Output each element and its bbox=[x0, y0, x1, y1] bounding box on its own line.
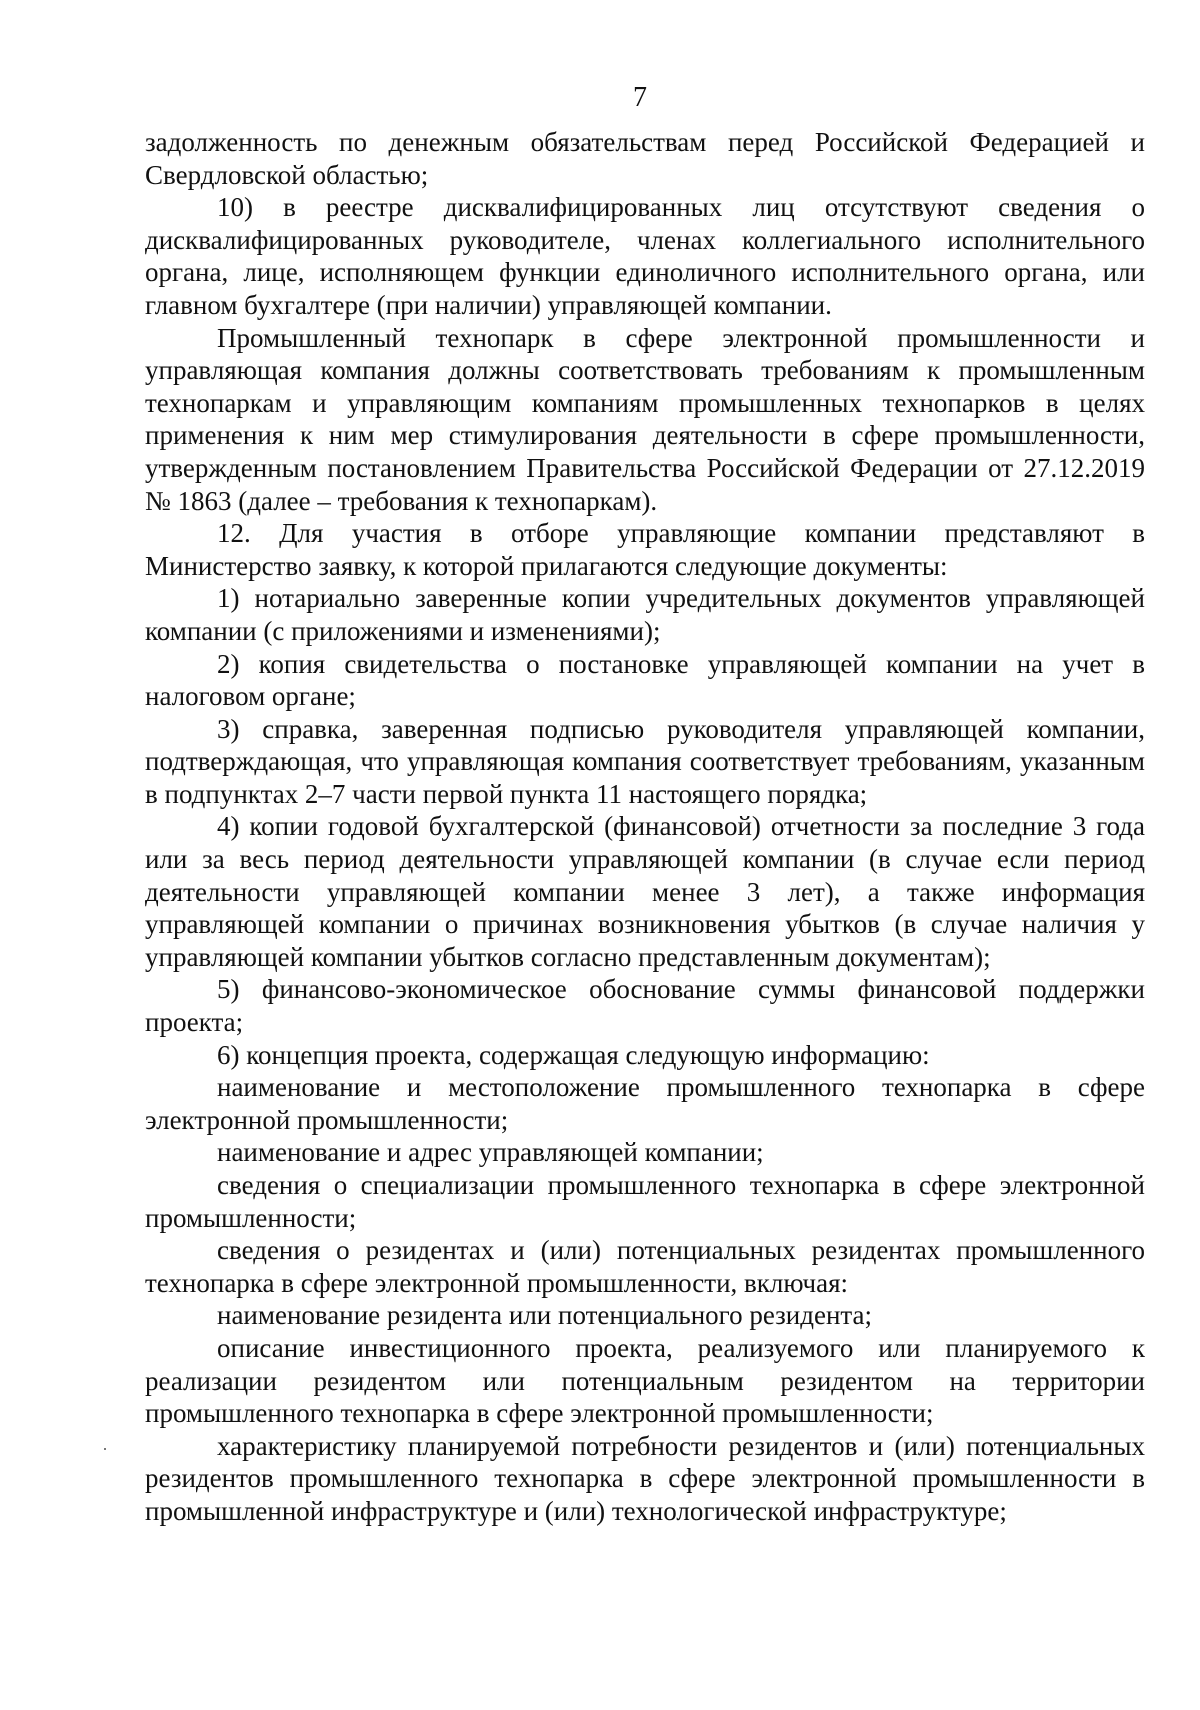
scan-speck bbox=[104, 1448, 106, 1450]
paragraph: 3) справка, заверенная подписью руководителя управляющей компании, подтверждающая, что управляющая компания соответствует требованиям, указанным в подпунктах 2–7 части первой пункта 11 настоящего порядка; bbox=[145, 713, 1145, 809]
document-body bbox=[145, 126, 1145, 1528]
paragraph: 4) копии годовой бухгалтерской (финансовой) отчетности за последние 3 года или за весь период деятельности управляющей компании (в случае если период деятельности управляющей компании менее 3 лет), а также информация управляющей компании о причинах возникновения убытков (в случае наличия у управляющей компании убытков согласно представленным документам); bbox=[145, 811, 1145, 972]
paragraph: задолженность по денежным обязательствам перед Российской Федерацией и Свердловской областью; bbox=[145, 127, 1145, 190]
paragraph: описание инвестиционного проекта, реализуемого или планируемого к реализации резидентом или потенциальным резидентом на территории промышленного технопарка в сфере электронной промышленности; bbox=[145, 1332, 1145, 1429]
paragraph: Промышленный технопарк в сфере электронной промышленности и управляющая компания должны соответствовать требованиям к промышленным технопаркам и управляющим компаниям промышленных технопарков в целях применения к ним мер стимулирования деятельности в сфере промышленности, утвержденным постановлением Правительства Российской Федерации от 27.12.2019 № 1863 (далее – требования к технопаркам). bbox=[145, 322, 1145, 516]
paragraph: наименование резидента или потенциального резидента; bbox=[217, 1300, 873, 1331]
paragraph: 6) концепция проекта, содержащая следующую информацию: bbox=[217, 1039, 930, 1070]
paragraph: 12. Для участия в отборе управляющие компании представляют в Министерство заявку, к которой прилагаются следующие документы: bbox=[145, 518, 1145, 581]
paragraph: 1) нотариально заверенные копии учредительных документов управляющей компании (с приложениями и изменениями); bbox=[145, 583, 1145, 646]
paragraph: наименование и адрес управляющей компании; bbox=[217, 1137, 764, 1168]
paragraph: характеристику планируемой потребности резидентов и (или) потенциальных резидентов промышленного технопарка в сфере электронной промышленности в промышленной инфраструктуре и (или) технологической инфраструктуре; bbox=[145, 1430, 1145, 1526]
paragraph: 10) в реестре дисквалифицированных лиц отсутствуют сведения о дисквалифицированных руководителе, членах коллегиального исполнительного органа, лице, исполняющем функции единоличного исполнительного органа, или главном бухгалтере (при наличии) управляющей компании. bbox=[145, 192, 1145, 320]
paragraph: 5) финансово-экономическое обоснование суммы финансовой поддержки проекта; bbox=[145, 974, 1145, 1038]
paragraph: сведения о специализации промышленного технопарка в сфере электронной промышленности; bbox=[145, 1170, 1145, 1233]
page-number: 7 bbox=[633, 82, 647, 113]
paragraph: сведения о резидентах и (или) потенциальных резидентах промышленного технопарка в сфере электронной промышленности, включая: bbox=[145, 1235, 1145, 1298]
paragraph: 2) копия свидетельства о постановке управляющей компании на учет в налоговом органе; bbox=[145, 648, 1145, 712]
paragraph: наименование и местоположение промышленного технопарка в сфере электронной промышленности; bbox=[145, 1072, 1145, 1135]
